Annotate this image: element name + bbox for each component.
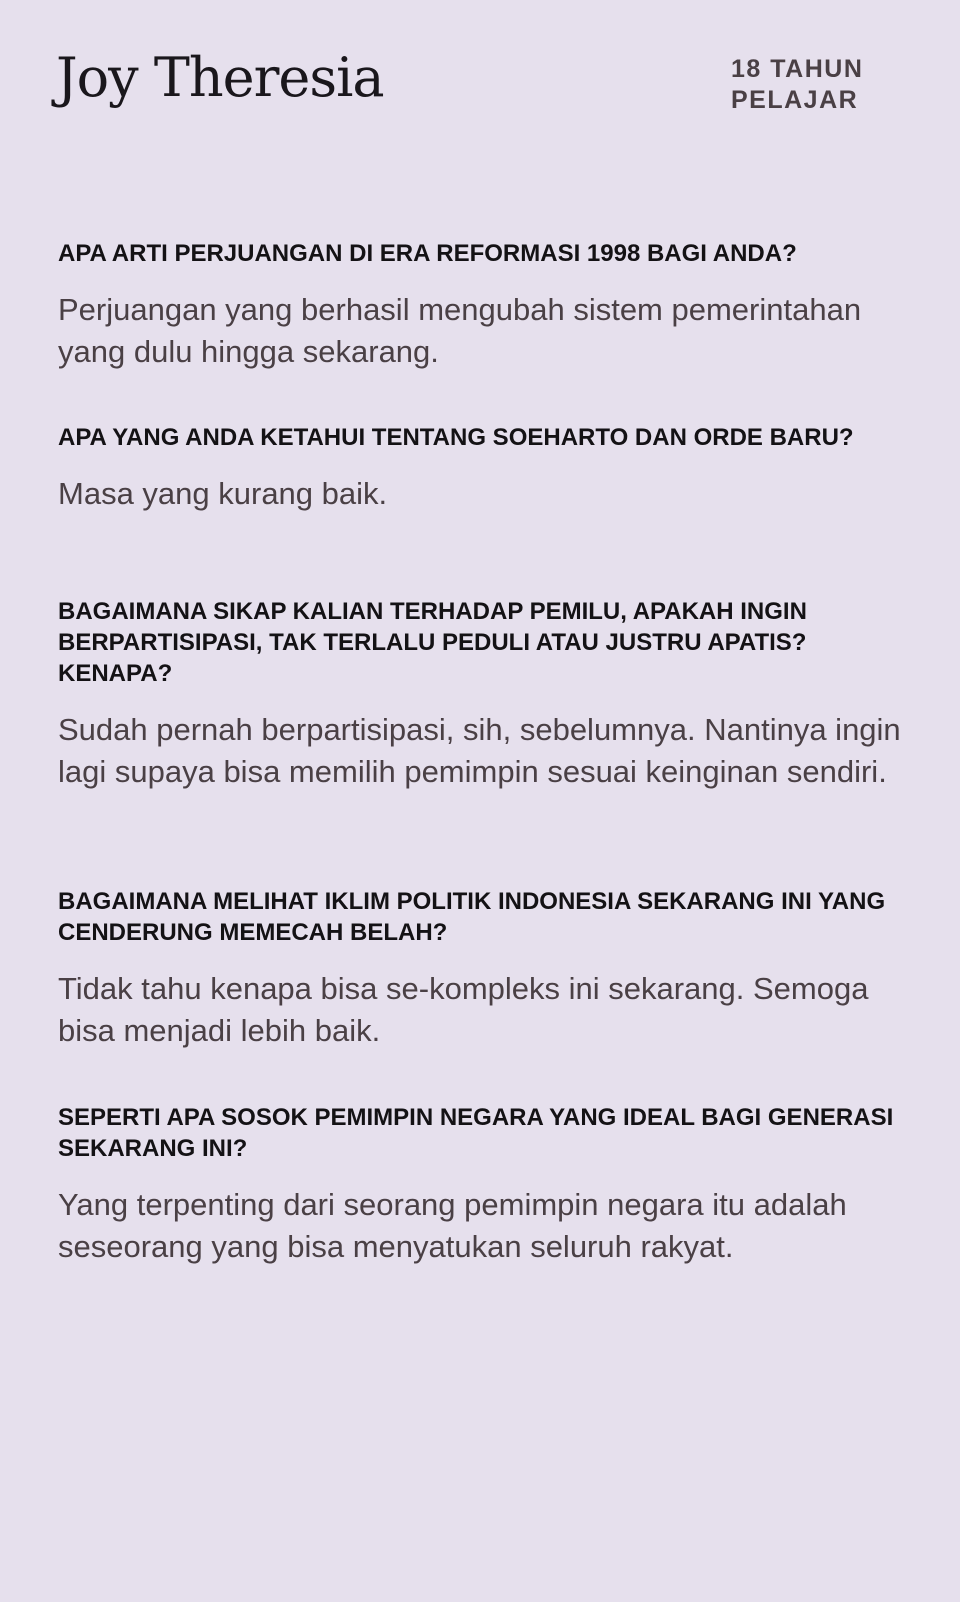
interviewee-name: Joy Theresia (56, 46, 384, 109)
qa-item-2 (58, 422, 908, 515)
answer-2: Masa yang kurang baik. (58, 476, 388, 511)
qa-item-1 (58, 238, 908, 373)
answer-5: Yang terpenting dari seorang pemimpin negara itu adalah seseorang yang bisa menyatukan seluruh rakyat. (58, 1187, 847, 1264)
interviewee-meta (731, 54, 863, 116)
question-5: SEPERTI APA SOSOK PEMIMPIN NEGARA YANG IDEAL BAGI GENERASI SEKARANG INI? (58, 1104, 894, 1162)
qa-item-4 (58, 886, 908, 1052)
qa-item-5 (58, 1102, 908, 1268)
question-4: BAGAIMANA MELIHAT IKLIM POLITIK INDONESIA SEKARANG INI YANG CENDERUNG MEMECAH BELAH? (58, 888, 886, 946)
question-2: APA YANG ANDA KETAHUI TENTANG SOEHARTO DAN ORDE BARU? (58, 424, 854, 451)
question-1: APA ARTI PERJUANGAN DI ERA REFORMASI 1998 BAGI ANDA? (58, 240, 797, 267)
answer-4: Tidak tahu kenapa bisa se-kompleks ini sekarang. Semoga bisa menjadi lebih baik. (58, 971, 869, 1048)
interviewee-age: 18 TAHUN (731, 55, 864, 83)
question-3: BAGAIMANA SIKAP KALIAN TERHADAP PEMILU, APAKAH INGIN BERPARTISIPASI, TAK TERLALU PEDULI ATAU JUSTRU APATIS? KENAPA? (58, 598, 807, 687)
answer-1: Perjuangan yang berhasil mengubah sistem pemerintahan yang dulu hingga sekarang. (58, 292, 862, 369)
interviewee-occupation: PELAJAR (731, 86, 859, 114)
answer-3: Sudah pernah berpartisipasi, sih, sebelumnya. Nantinya ingin lagi supaya bisa memilih pemimpin sesuai keinginan sendiri. (58, 712, 901, 789)
qa-item-3 (58, 596, 908, 793)
